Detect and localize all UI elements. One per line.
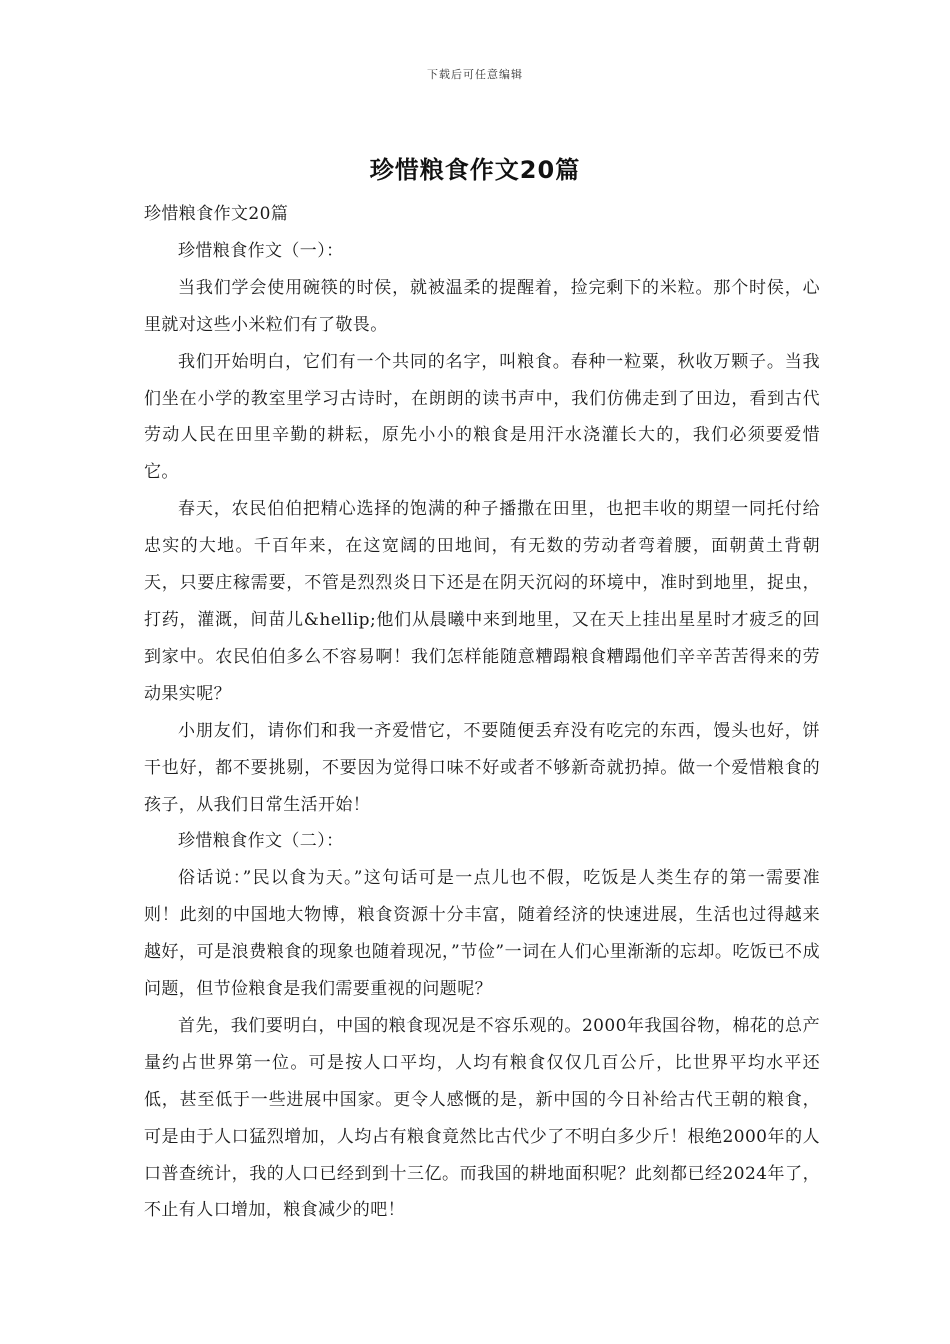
- document-body: [144, 196, 820, 1229]
- paragraph: 小朋友们，请你们和我一齐爱惜它，不要随便丢弃没有吃完的东西，馒头也好，饼干也好，都不要挑剔，不要因为觉得口味不好或者不够新奇就扔掉。做一个爱惜粮食的孩子，从我们日常生活开始！: [144, 720, 820, 815]
- paragraph: 俗话说：”民以食为天。”这句话可是一点儿也不假，吃饭是人类生存的第一需要准则！此刻的中国地大物博，粮食资源十分丰富，随着经济的快速进展，生活也过得越来越好，可是浪费粮食的现象也随着现况，”节俭”一词在人们心里渐渐的忘却。吃饭已不成问题，但节俭粮食是我们需要重视的问题呢？: [144, 868, 820, 1000]
- section-heading-2: 珍惜粮食作文（二）：: [178, 831, 344, 852]
- paragraph: 首先，我们要明白，中国的粮食现况是不容乐观的。2000年我国谷物，棉花的总产量约占世界第一位。可是按人口平均，人均有粮食仅仅几百公斤，比世界平均水平还低，甚至低于一些进展中国家。更令人感慨的是，新中国的今日补给古代王朝的粮食，可是由于人口猛烈增加，人均占有粮食竟然比古代少了不明白多少斤！根绝2000年的人口普查统计，我的人口已经到到十三亿。而我国的耕地面积呢？此刻都已经2024年了，不止有人口增加，粮食减少的吧！: [144, 1015, 820, 1221]
- paragraph: 我们开始明白，它们有一个共同的名字，叫粮食。春种一粒粟，秋收万颗子。当我们坐在小学的教室里学习古诗时，在朗朗的读书声中，我们仿佛走到了田边，看到古代劳动人民在田里辛勤的耕耘，原先小小的粮食是用汗水浇灌长大的，我们必须要爱惜它。: [144, 351, 820, 483]
- paragraph-subtitle: 珍惜粮食作文20篇: [144, 204, 289, 224]
- page-title: 珍惜粮食作文20篇: [369, 156, 581, 184]
- paragraph: 春天，农民伯伯把精心选择的饱满的种子播撒在田里，也把丰收的期望一同托付给忠实的大地。千百年来，在这宽阔的田地间，有无数的劳动者弯着腰，面朝黄土背朝天，只要庄稼需要，不管是烈烈炎日下还是在阴天沉闷的环境中，准时到地里，捉虫，打药，灌溉，间苗儿&hellip;他们从晨曦中来到地里，又在天上挂出星星时才疲乏的回到家中。农民伯伯多么不容易啊！我们怎样能随意糟蹋粮食糟蹋他们辛辛苦苦得来的劳动果实呢？: [144, 499, 820, 704]
- section-heading-1: 珍惜粮食作文（一）：: [178, 240, 344, 261]
- header-note: 下载后可任意编辑: [427, 68, 523, 81]
- paragraph: 当我们学会使用碗筷的时侯，就被温柔的提醒着，捡完剩下的米粒。那个时侯，心里就对这些小米粒们有了敬畏。: [144, 277, 820, 335]
